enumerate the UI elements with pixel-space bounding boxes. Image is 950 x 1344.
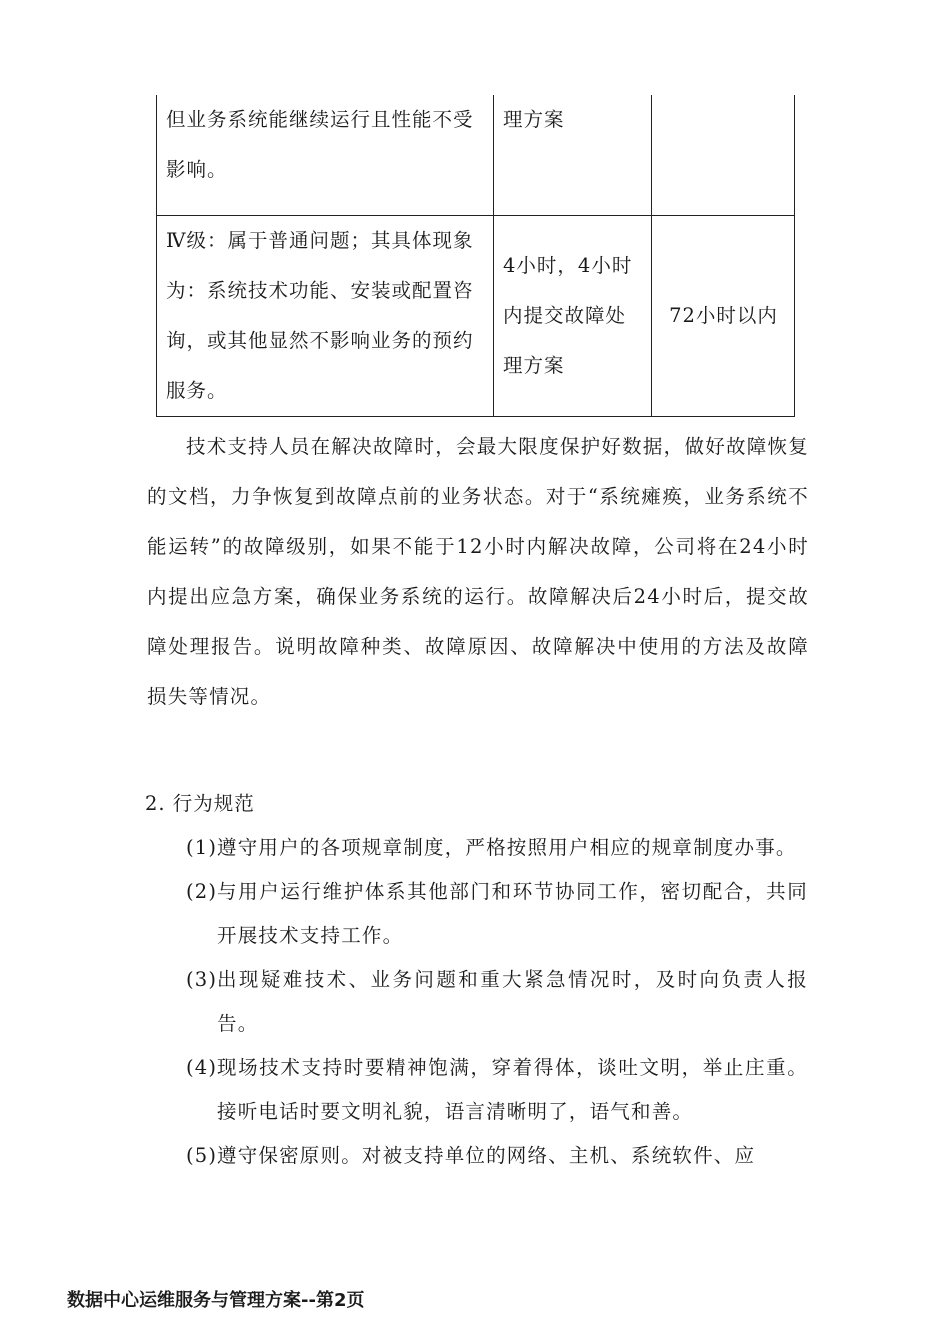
list-item-number: (4) (186, 1056, 218, 1079)
list-item-text: 现场技术支持时要精神饱满，穿着得体，谈吐文明，举止庄重。接听电话时要文明礼貌，语言清晰明了，语气和善。 (217, 1056, 808, 1123)
page-footer: 数据中心运维服务与管理方案--第2页 (67, 1290, 365, 1311)
list-item-number: (3) (186, 968, 218, 991)
list-item (186, 1134, 808, 1178)
level-description-cell: Ⅳ级：属于普通问题；其具体现象为：系统技术功能、安装或配置咨询，或其他显然不影响业务的预约服务。 (157, 216, 494, 417)
list-item-number: (2) (186, 880, 218, 903)
fault-level-table (156, 95, 794, 417)
resolve-time-cell: 72小时以内 (652, 216, 795, 417)
list-item-text: 遵守保密原则。对被支持单位的网络、主机、系统软件、应 (217, 1144, 756, 1167)
level-description-cell: 但业务系统能继续运行且性能不受影响。 (157, 95, 494, 216)
list-item-text: 遵守用户的各项规章制度，严格按照用户相应的规章制度办事。 (217, 836, 797, 859)
table-row (157, 216, 795, 417)
list-item (186, 958, 808, 1046)
list-item (186, 826, 808, 870)
section-heading: 2. 行为规范 (145, 792, 255, 815)
response-time-cell: 理方案 (494, 95, 652, 216)
response-time-cell: 4小时，4小时内提交故障处理方案 (494, 216, 652, 417)
body-paragraph: 技术支持人员在解决故障时，会最大限度保护好数据，做好故障恢复的文档，力争恢复到故障点前的业务状态。对于“系统瘫痪，业务系统不能运转”的故障级别，如果不能于12小时内解决故障，公司将在24小时内提出应急方案，确保业务系统的运行。故障解决后24小时后，提交故障处理报告。说明故障种类、故障原因、故障解决中使用的方法及故障损失等情况。 (147, 435, 809, 708)
list-item-text: 出现疑难技术、业务问题和重大紧急情况时，及时向负责人报告。 (217, 968, 808, 1035)
list-item-number: (1) (186, 836, 218, 859)
conduct-list (186, 826, 808, 1178)
list-item-text: 与用户运行维护体系其他部门和环节协同工作，密切配合，共同开展技术支持工作。 (217, 880, 808, 947)
list-item-number: (5) (186, 1144, 218, 1167)
list-item (186, 1046, 808, 1134)
list-item (186, 870, 808, 958)
table-row (157, 95, 795, 216)
resolve-time-cell (652, 95, 795, 216)
